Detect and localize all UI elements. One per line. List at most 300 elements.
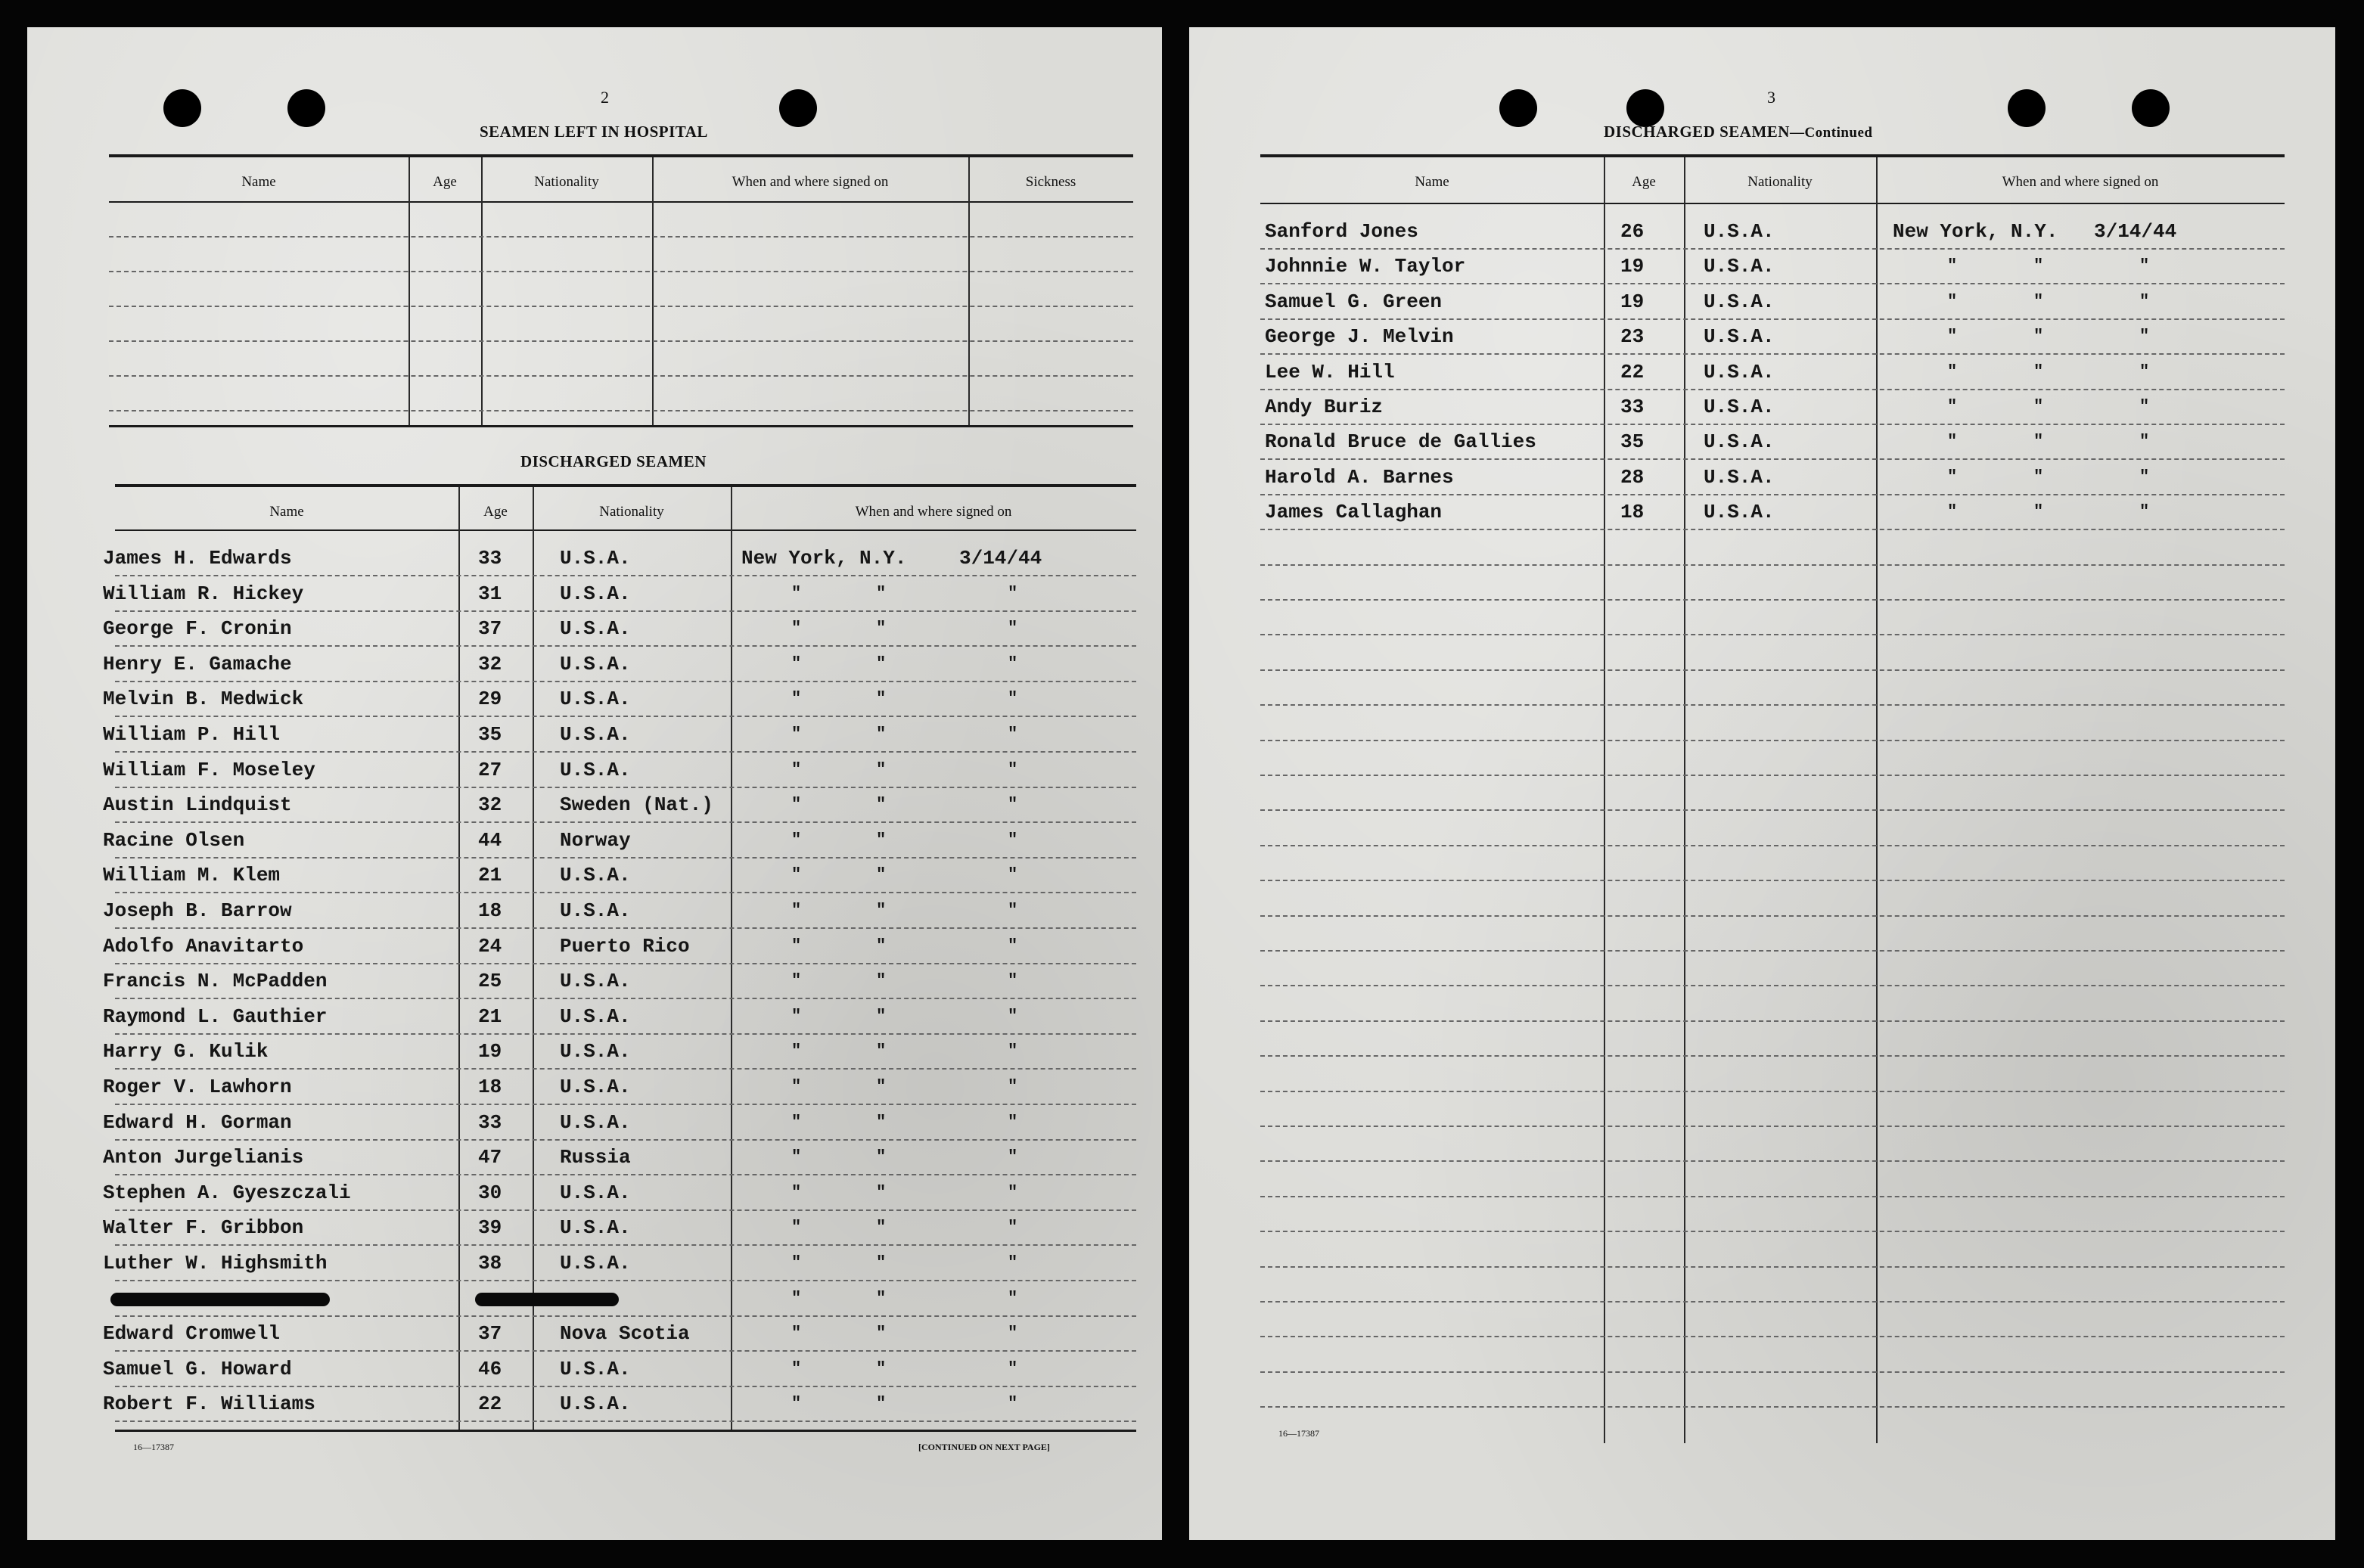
seaman-nationality: U.S.A. — [560, 617, 631, 641]
table-bottom-rule — [109, 425, 1133, 427]
discharged-section-title: DISCHARGED SEAMEN — [520, 452, 707, 470]
seaman-age: 19 — [1620, 290, 1645, 313]
row-line — [1260, 564, 2285, 566]
row-line — [115, 645, 1136, 647]
ditto-mark: " — [876, 1182, 887, 1202]
ditto-mark: " — [1008, 936, 1018, 955]
seaman-age: 30 — [478, 1181, 502, 1204]
seaman-nationality: Norway — [560, 828, 631, 852]
seaman-age: 19 — [478, 1040, 502, 1063]
seaman-nationality: U.S.A. — [1704, 220, 1775, 243]
seaman-age: 29 — [478, 688, 502, 711]
row-line — [1260, 669, 2285, 671]
seaman-nationality: U.S.A. — [560, 652, 631, 675]
seaman-name: Stephen A. Gyeszczali — [103, 1181, 351, 1204]
col-header-nationality: Nationality — [1747, 174, 1813, 190]
ditto-mark: " — [1008, 1147, 1018, 1167]
seaman-nationality: U.S.A. — [1704, 501, 1775, 524]
seaman-nationality: U.S.A. — [560, 1252, 631, 1275]
ditto-mark: " — [876, 1324, 887, 1343]
row-line — [1260, 1055, 2285, 1057]
punch-hole — [287, 89, 325, 127]
row-line — [115, 751, 1136, 753]
row-line — [1260, 283, 2285, 284]
row-line — [1260, 809, 2285, 811]
ditto-mark: " — [791, 689, 802, 709]
col-header-sickness: Sickness — [1025, 174, 1076, 190]
header-rule — [1260, 203, 2285, 204]
punch-hole — [1626, 89, 1664, 127]
ditto-mark: " — [1947, 362, 1958, 381]
ditto-mark: " — [791, 865, 802, 885]
ditto-mark: " — [876, 1358, 887, 1378]
seaman-name: Henry E. Gamache — [103, 652, 292, 675]
ditto-mark: " — [1008, 654, 1018, 673]
table-top-rule — [1260, 154, 2285, 157]
ditto-mark: " — [1947, 256, 1958, 276]
ditto-mark: " — [2033, 432, 2044, 452]
seaman-name: Edward H. Gorman — [103, 1110, 292, 1134]
row-line — [115, 787, 1136, 788]
column-divider — [1876, 157, 1878, 1443]
ditto-mark: " — [1008, 1006, 1018, 1026]
ditto-mark: " — [2139, 327, 2150, 346]
seaman-name: Edward Cromwell — [103, 1322, 281, 1346]
row-line — [115, 1033, 1136, 1035]
hospital-section-title: SEAMEN LEFT IN HOSPITAL — [480, 123, 708, 141]
ditto-mark: " — [876, 1006, 887, 1026]
seaman-age: 21 — [478, 1004, 502, 1028]
ditto-mark: " — [791, 1147, 802, 1167]
left-page — [27, 27, 1162, 1540]
ditto-mark: " — [791, 725, 802, 744]
seaman-name: George F. Cronin — [103, 617, 292, 641]
row-line — [115, 1068, 1136, 1070]
row-line — [115, 575, 1136, 576]
ditto-mark: " — [1947, 432, 1958, 452]
row-line — [1260, 1020, 2285, 1022]
ditto-mark: " — [876, 1077, 887, 1096]
row-line — [115, 681, 1136, 682]
row-line — [1260, 529, 2285, 530]
row-line — [1260, 880, 2285, 881]
section-title-main: DISCHARGED SEAMEN — [1604, 123, 1790, 141]
seaman-age: 28 — [1620, 465, 1645, 489]
ditto-mark: " — [1947, 291, 1958, 311]
seaman-name: William R. Hickey — [103, 582, 304, 605]
seaman-age: 22 — [478, 1393, 502, 1416]
ditto-mark: " — [791, 1112, 802, 1132]
seaman-nationality: U.S.A. — [560, 1004, 631, 1028]
seaman-name: Sanford Jones — [1265, 220, 1418, 243]
punch-hole — [2132, 89, 2170, 127]
ditto-mark: " — [1947, 327, 1958, 346]
ditto-mark: " — [876, 1253, 887, 1272]
seaman-name: George J. Melvin — [1265, 325, 1454, 349]
row-line — [109, 271, 1133, 272]
col-header-nationality: Nationality — [599, 504, 664, 520]
ditto-mark: " — [2139, 432, 2150, 452]
ditto-mark: " — [791, 795, 802, 815]
row-line — [1260, 1126, 2285, 1127]
seaman-age: 32 — [478, 793, 502, 817]
continued-note: [CONTINUED ON NEXT PAGE] — [918, 1442, 1050, 1452]
ditto-mark: " — [791, 619, 802, 638]
ditto-mark: " — [876, 936, 887, 955]
row-line — [1260, 845, 2285, 846]
signed-on-date: 3/14/44 — [2094, 220, 2177, 243]
ditto-mark: " — [2033, 291, 2044, 311]
seaman-nationality: U.S.A. — [560, 1357, 631, 1380]
ditto-mark: " — [791, 654, 802, 673]
ditto-mark: " — [791, 1077, 802, 1096]
row-line — [1260, 458, 2285, 460]
col-header-signed-on: When and where signed on — [732, 174, 889, 190]
seaman-nationality: U.S.A. — [1704, 396, 1775, 418]
right-page — [1189, 27, 2335, 1540]
ditto-mark: " — [791, 1042, 802, 1061]
col-header-age: Age — [1632, 174, 1656, 190]
seaman-age: 39 — [478, 1216, 502, 1240]
row-line — [1260, 248, 2285, 250]
ditto-mark: " — [1947, 502, 1958, 522]
section-title-suffix: —Continued — [1789, 125, 1873, 141]
seaman-name: Anton Jurgelianis — [103, 1146, 304, 1169]
seaman-nationality: U.S.A. — [560, 1076, 631, 1098]
row-line — [115, 963, 1136, 964]
seaman-nationality: U.S.A. — [560, 1110, 631, 1134]
ditto-mark: " — [1008, 1218, 1018, 1237]
row-line — [1260, 353, 2285, 355]
seaman-age: 26 — [1620, 220, 1645, 243]
seaman-age: 37 — [478, 1322, 502, 1346]
row-line — [1260, 1301, 2285, 1303]
ditto-mark: " — [2139, 291, 2150, 311]
ditto-mark: " — [791, 971, 802, 991]
seaman-age: 18 — [478, 899, 502, 922]
row-line — [1260, 1336, 2285, 1337]
ditto-mark: " — [1008, 1182, 1018, 1202]
ditto-mark: " — [876, 725, 887, 744]
seaman-nationality: U.S.A. — [560, 899, 631, 922]
ditto-mark: " — [791, 1358, 802, 1378]
seaman-name: James Callaghan — [1265, 501, 1443, 524]
signed-on-place: New York, N.Y. — [1893, 220, 2058, 243]
seaman-name: Raymond L. Gauthier — [103, 1004, 328, 1028]
ditto-mark: " — [1008, 901, 1018, 920]
row-line — [115, 1104, 1136, 1105]
seaman-nationality: U.S.A. — [560, 970, 631, 993]
seaman-name: Adolfo Anavitarto — [103, 934, 304, 958]
col-header-signed-on: When and where signed on — [2002, 174, 2159, 190]
seaman-age: 23 — [1620, 325, 1645, 349]
seaman-name: Francis N. McPadden — [103, 970, 328, 993]
redaction-bar — [475, 1293, 619, 1306]
column-divider — [481, 157, 483, 425]
col-header-age: Age — [433, 174, 457, 190]
row-line — [115, 1386, 1136, 1387]
row-line — [115, 716, 1136, 717]
ditto-mark: " — [2139, 256, 2150, 276]
seaman-nationality: U.S.A. — [560, 1216, 631, 1240]
seaman-name: Walter F. Gribbon — [103, 1216, 304, 1240]
ditto-mark: " — [876, 795, 887, 815]
ditto-mark: " — [876, 619, 887, 638]
ditto-mark: " — [1008, 1358, 1018, 1378]
table-top-rule — [109, 154, 1133, 157]
seaman-name: Joseph B. Barrow — [103, 899, 292, 922]
column-divider — [968, 157, 970, 425]
row-line — [109, 236, 1133, 238]
ditto-mark: " — [2139, 397, 2150, 416]
ditto-mark: " — [791, 759, 802, 779]
row-line — [1260, 1196, 2285, 1197]
form-code: 16—17387 — [1278, 1428, 1319, 1439]
ditto-mark: " — [2033, 362, 2044, 381]
col-header-age: Age — [483, 504, 508, 520]
row-line — [1260, 704, 2285, 706]
seaman-name: Samuel G. Green — [1265, 290, 1443, 313]
ditto-mark: " — [1008, 689, 1018, 709]
column-divider — [408, 157, 410, 425]
seaman-name: Roger V. Lawhorn — [103, 1076, 292, 1098]
seaman-age: 27 — [478, 758, 502, 781]
ditto-mark: " — [2033, 502, 2044, 522]
col-header-name: Name — [1415, 174, 1449, 190]
row-line — [115, 1280, 1136, 1281]
row-line — [1260, 599, 2285, 601]
ditto-mark: " — [791, 830, 802, 849]
seaman-name: William F. Moseley — [103, 758, 315, 781]
seaman-name: Luther W. Highsmith — [103, 1252, 328, 1275]
seaman-name: Austin Lindquist — [103, 793, 292, 817]
ditto-mark: " — [1008, 795, 1018, 815]
row-line — [1260, 740, 2285, 741]
ditto-mark: " — [1008, 1077, 1018, 1096]
seaman-age: 33 — [478, 547, 502, 570]
seaman-name: Lee W. Hill — [1265, 360, 1395, 383]
col-header-name: Name — [269, 504, 304, 520]
ditto-mark: " — [1008, 865, 1018, 885]
ditto-mark: " — [1008, 583, 1018, 603]
ditto-mark: " — [1947, 467, 1958, 486]
row-line — [1260, 950, 2285, 952]
ditto-mark: " — [2033, 327, 2044, 346]
seaman-name: Andy Buriz — [1265, 396, 1384, 418]
ditto-mark: " — [876, 1042, 887, 1061]
row-line — [109, 410, 1133, 411]
seaman-name: William P. Hill — [103, 723, 281, 746]
seaman-nationality: U.S.A. — [560, 758, 631, 781]
ditto-mark: " — [876, 689, 887, 709]
seaman-age: 44 — [478, 828, 502, 852]
col-header-nationality: Nationality — [534, 174, 599, 190]
seaman-age: 33 — [1620, 396, 1645, 418]
row-line — [115, 998, 1136, 999]
seaman-name: Samuel G. Howard — [103, 1357, 292, 1380]
seaman-nationality: U.S.A. — [560, 1393, 631, 1416]
ditto-mark: " — [2033, 256, 2044, 276]
row-line — [1260, 915, 2285, 917]
row-line — [109, 340, 1133, 342]
row-line — [115, 1139, 1136, 1141]
signed-on-date: 3/14/44 — [959, 547, 1042, 570]
row-line — [109, 306, 1133, 307]
ditto-mark: " — [1008, 725, 1018, 744]
ditto-mark: " — [2139, 362, 2150, 381]
row-line — [115, 1209, 1136, 1211]
ditto-mark: " — [876, 583, 887, 603]
seaman-name: Melvin B. Medwick — [103, 688, 304, 711]
row-line — [1260, 494, 2285, 495]
ditto-mark: " — [791, 1006, 802, 1026]
seaman-age: 46 — [478, 1357, 502, 1380]
ditto-mark: " — [876, 1288, 887, 1308]
seaman-nationality: Russia — [560, 1146, 631, 1169]
seaman-nationality: U.S.A. — [560, 688, 631, 711]
punch-hole — [2008, 89, 2046, 127]
row-line — [115, 1421, 1136, 1422]
seaman-nationality: Sweden (Nat.) — [560, 793, 713, 817]
ditto-mark: " — [791, 1394, 802, 1414]
row-line — [1260, 389, 2285, 390]
header-rule — [115, 529, 1136, 531]
ditto-mark: " — [791, 1324, 802, 1343]
row-line — [1260, 775, 2285, 776]
ditto-mark: " — [791, 1253, 802, 1272]
seaman-age: 18 — [1620, 501, 1645, 524]
row-line — [1260, 318, 2285, 320]
ditto-mark: " — [1008, 619, 1018, 638]
page-number: 3 — [1767, 88, 1775, 107]
ditto-mark: " — [791, 1182, 802, 1202]
seaman-nationality: U.S.A. — [560, 1040, 631, 1063]
row-line — [115, 1350, 1136, 1352]
row-line — [115, 1315, 1136, 1317]
punch-hole — [163, 89, 201, 127]
row-line — [1260, 1266, 2285, 1268]
seaman-age: 37 — [478, 617, 502, 641]
ditto-mark: " — [1008, 1253, 1018, 1272]
seaman-nationality: U.S.A. — [560, 723, 631, 746]
ditto-mark: " — [791, 583, 802, 603]
table-top-rule — [115, 484, 1136, 487]
seaman-nationality: U.S.A. — [1704, 325, 1775, 349]
ditto-mark: " — [2033, 397, 2044, 416]
seaman-age: 31 — [478, 582, 502, 605]
seaman-age: 24 — [478, 934, 502, 958]
seaman-age: 35 — [478, 723, 502, 746]
seaman-nationality: U.S.A. — [560, 1181, 631, 1204]
seaman-nationality: U.S.A. — [1704, 290, 1775, 313]
ditto-mark: " — [791, 1288, 802, 1308]
row-line — [109, 375, 1133, 377]
ditto-mark: " — [1947, 397, 1958, 416]
seaman-name: William M. Klem — [103, 864, 281, 887]
row-line — [115, 892, 1136, 893]
row-line — [1260, 634, 2285, 635]
ditto-mark: " — [876, 865, 887, 885]
ditto-mark: " — [876, 1147, 887, 1167]
ditto-mark: " — [1008, 1394, 1018, 1414]
ditto-mark: " — [2033, 467, 2044, 486]
row-line — [115, 927, 1136, 929]
column-divider — [731, 487, 732, 1430]
row-line — [1260, 985, 2285, 986]
ditto-mark: " — [1008, 1324, 1018, 1343]
row-line — [115, 857, 1136, 859]
seaman-nationality: Nova Scotia — [560, 1322, 690, 1346]
seaman-age: 25 — [478, 970, 502, 993]
seaman-age: 19 — [1620, 255, 1645, 278]
seaman-nationality: U.S.A. — [1704, 465, 1775, 489]
row-line — [1260, 1371, 2285, 1373]
ditto-mark: " — [1008, 759, 1018, 779]
column-divider — [458, 487, 460, 1430]
seaman-age: 22 — [1620, 360, 1645, 383]
ditto-mark: " — [1008, 971, 1018, 991]
ditto-mark: " — [1008, 1112, 1018, 1132]
row-line — [115, 610, 1136, 612]
seaman-nationality: U.S.A. — [560, 864, 631, 887]
col-header-name: Name — [241, 174, 276, 190]
row-line — [115, 821, 1136, 823]
row-line — [115, 1174, 1136, 1175]
ditto-mark: " — [2139, 467, 2150, 486]
seaman-name: Johnnie W. Taylor — [1265, 255, 1466, 278]
seaman-nationality: U.S.A. — [560, 582, 631, 605]
seaman-nationality: U.S.A. — [560, 547, 631, 570]
seaman-nationality: Puerto Rico — [560, 934, 690, 958]
column-divider — [533, 487, 534, 1430]
table-bottom-rule — [115, 1430, 1136, 1432]
punch-hole — [779, 89, 817, 127]
punch-hole — [1499, 89, 1537, 127]
ditto-mark: " — [1008, 1042, 1018, 1061]
ditto-mark: " — [1008, 830, 1018, 849]
seaman-name: Harry G. Kulik — [103, 1040, 269, 1063]
form-code: 16—17387 — [133, 1442, 174, 1452]
column-divider — [652, 157, 654, 425]
seaman-name: Harold A. Barnes — [1265, 465, 1454, 489]
seaman-age: 32 — [478, 652, 502, 675]
col-header-signed-on: When and where signed on — [855, 504, 1012, 520]
seaman-age: 35 — [1620, 430, 1645, 454]
ditto-mark: " — [876, 759, 887, 779]
ditto-mark: " — [791, 901, 802, 920]
seaman-age: 21 — [478, 864, 502, 887]
row-line — [1260, 1091, 2285, 1092]
seaman-name: Racine Olsen — [103, 828, 245, 852]
seaman-name: James H. Edwards — [103, 547, 292, 570]
row-line — [115, 1244, 1136, 1246]
seaman-nationality: U.S.A. — [1704, 255, 1775, 278]
ditto-mark: " — [876, 971, 887, 991]
column-divider — [1604, 157, 1605, 1443]
redaction-bar — [110, 1293, 330, 1306]
ditto-mark: " — [791, 936, 802, 955]
ditto-mark: " — [2139, 502, 2150, 522]
header-rule — [109, 201, 1133, 203]
ditto-mark: " — [876, 901, 887, 920]
seaman-age: 38 — [478, 1252, 502, 1275]
page-number: 2 — [601, 88, 609, 107]
seaman-age: 18 — [478, 1076, 502, 1098]
signed-on-place: New York, N.Y. — [741, 547, 907, 570]
ditto-mark: " — [876, 654, 887, 673]
ditto-mark: " — [1008, 1288, 1018, 1308]
ditto-mark: " — [876, 830, 887, 849]
